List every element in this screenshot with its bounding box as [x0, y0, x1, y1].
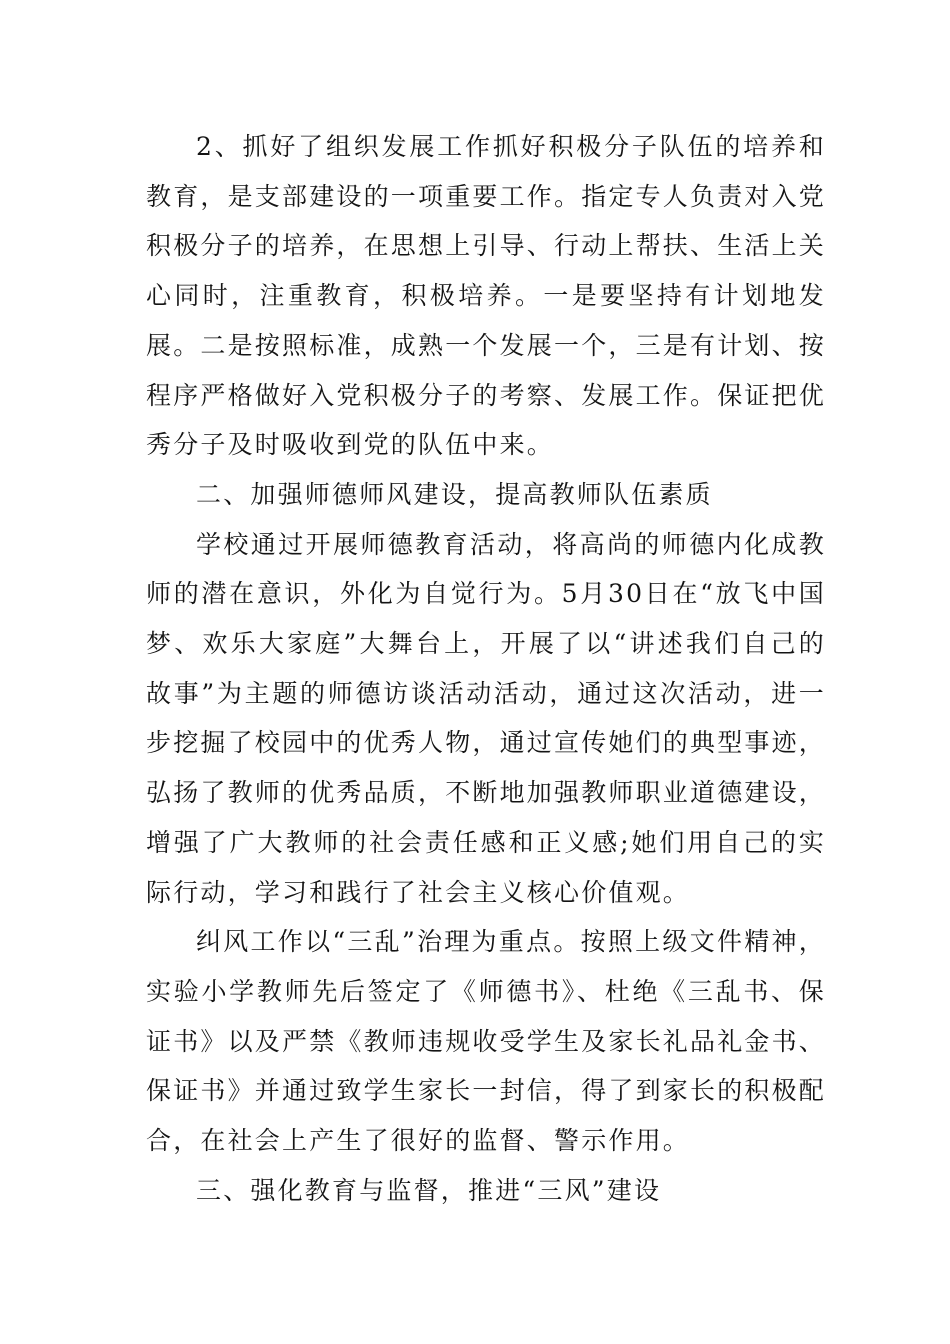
- section-heading-education-supervision: 三、强化教育与监督，推进“三风”建设: [196, 1175, 662, 1205]
- document-body: [146, 122, 826, 1215]
- paragraph-correcting-malpractice: 纠风工作以“三乱”治理为重点。按照上级文件精神，实验小学教师先后签定了《师德书》、杜绝《三乱书、保证书》以及严禁《教师违规收受学生及家长礼品礼金书、保证书》并通过致学生家长一封信，得了到家长的积极配合，在社会上产生了很好的监督、警示作用。: [146, 927, 827, 1156]
- paragraph-ethics-activities: 学校通过开展师德教育活动，将高尚的师德内化成教师的潜在意识，外化为自觉行为。5月30日在“放飞中国梦、欢乐大家庭”大舞台上，开展了以“讲述我们自己的故事”为主题的师德访谈活动活动，通过这次活动，进一步挖掘了校园中的优秀人物，通过宣传她们的典型事迹，弘扬了教师的优秀品质，不断地加强教师职业道德建设，增强了广大教师的社会责任感和正义感;她们用自己的实际行动，学习和践行了社会主义核心价值观。: [146, 529, 827, 907]
- paragraph-party-development: 2、抓好了组织发展工作抓好积极分子队伍的培养和教育，是支部建设的一项重要工作。指定专人负责对入党积极分子的培养，在思想上引导、行动上帮扶、生活上关心同时，注重教育，积极培养。一是要坚持有计划地发展。二是按照标准，成熟一个发展一个，三是有计划、按程序严格做好入党积极分子的考察、发展工作。保证把优秀分子及时吸收到党的队伍中来。: [146, 132, 827, 460]
- section-heading-teacher-ethics: 二、加强师德师风建设，提高教师队伍素质: [196, 479, 713, 509]
